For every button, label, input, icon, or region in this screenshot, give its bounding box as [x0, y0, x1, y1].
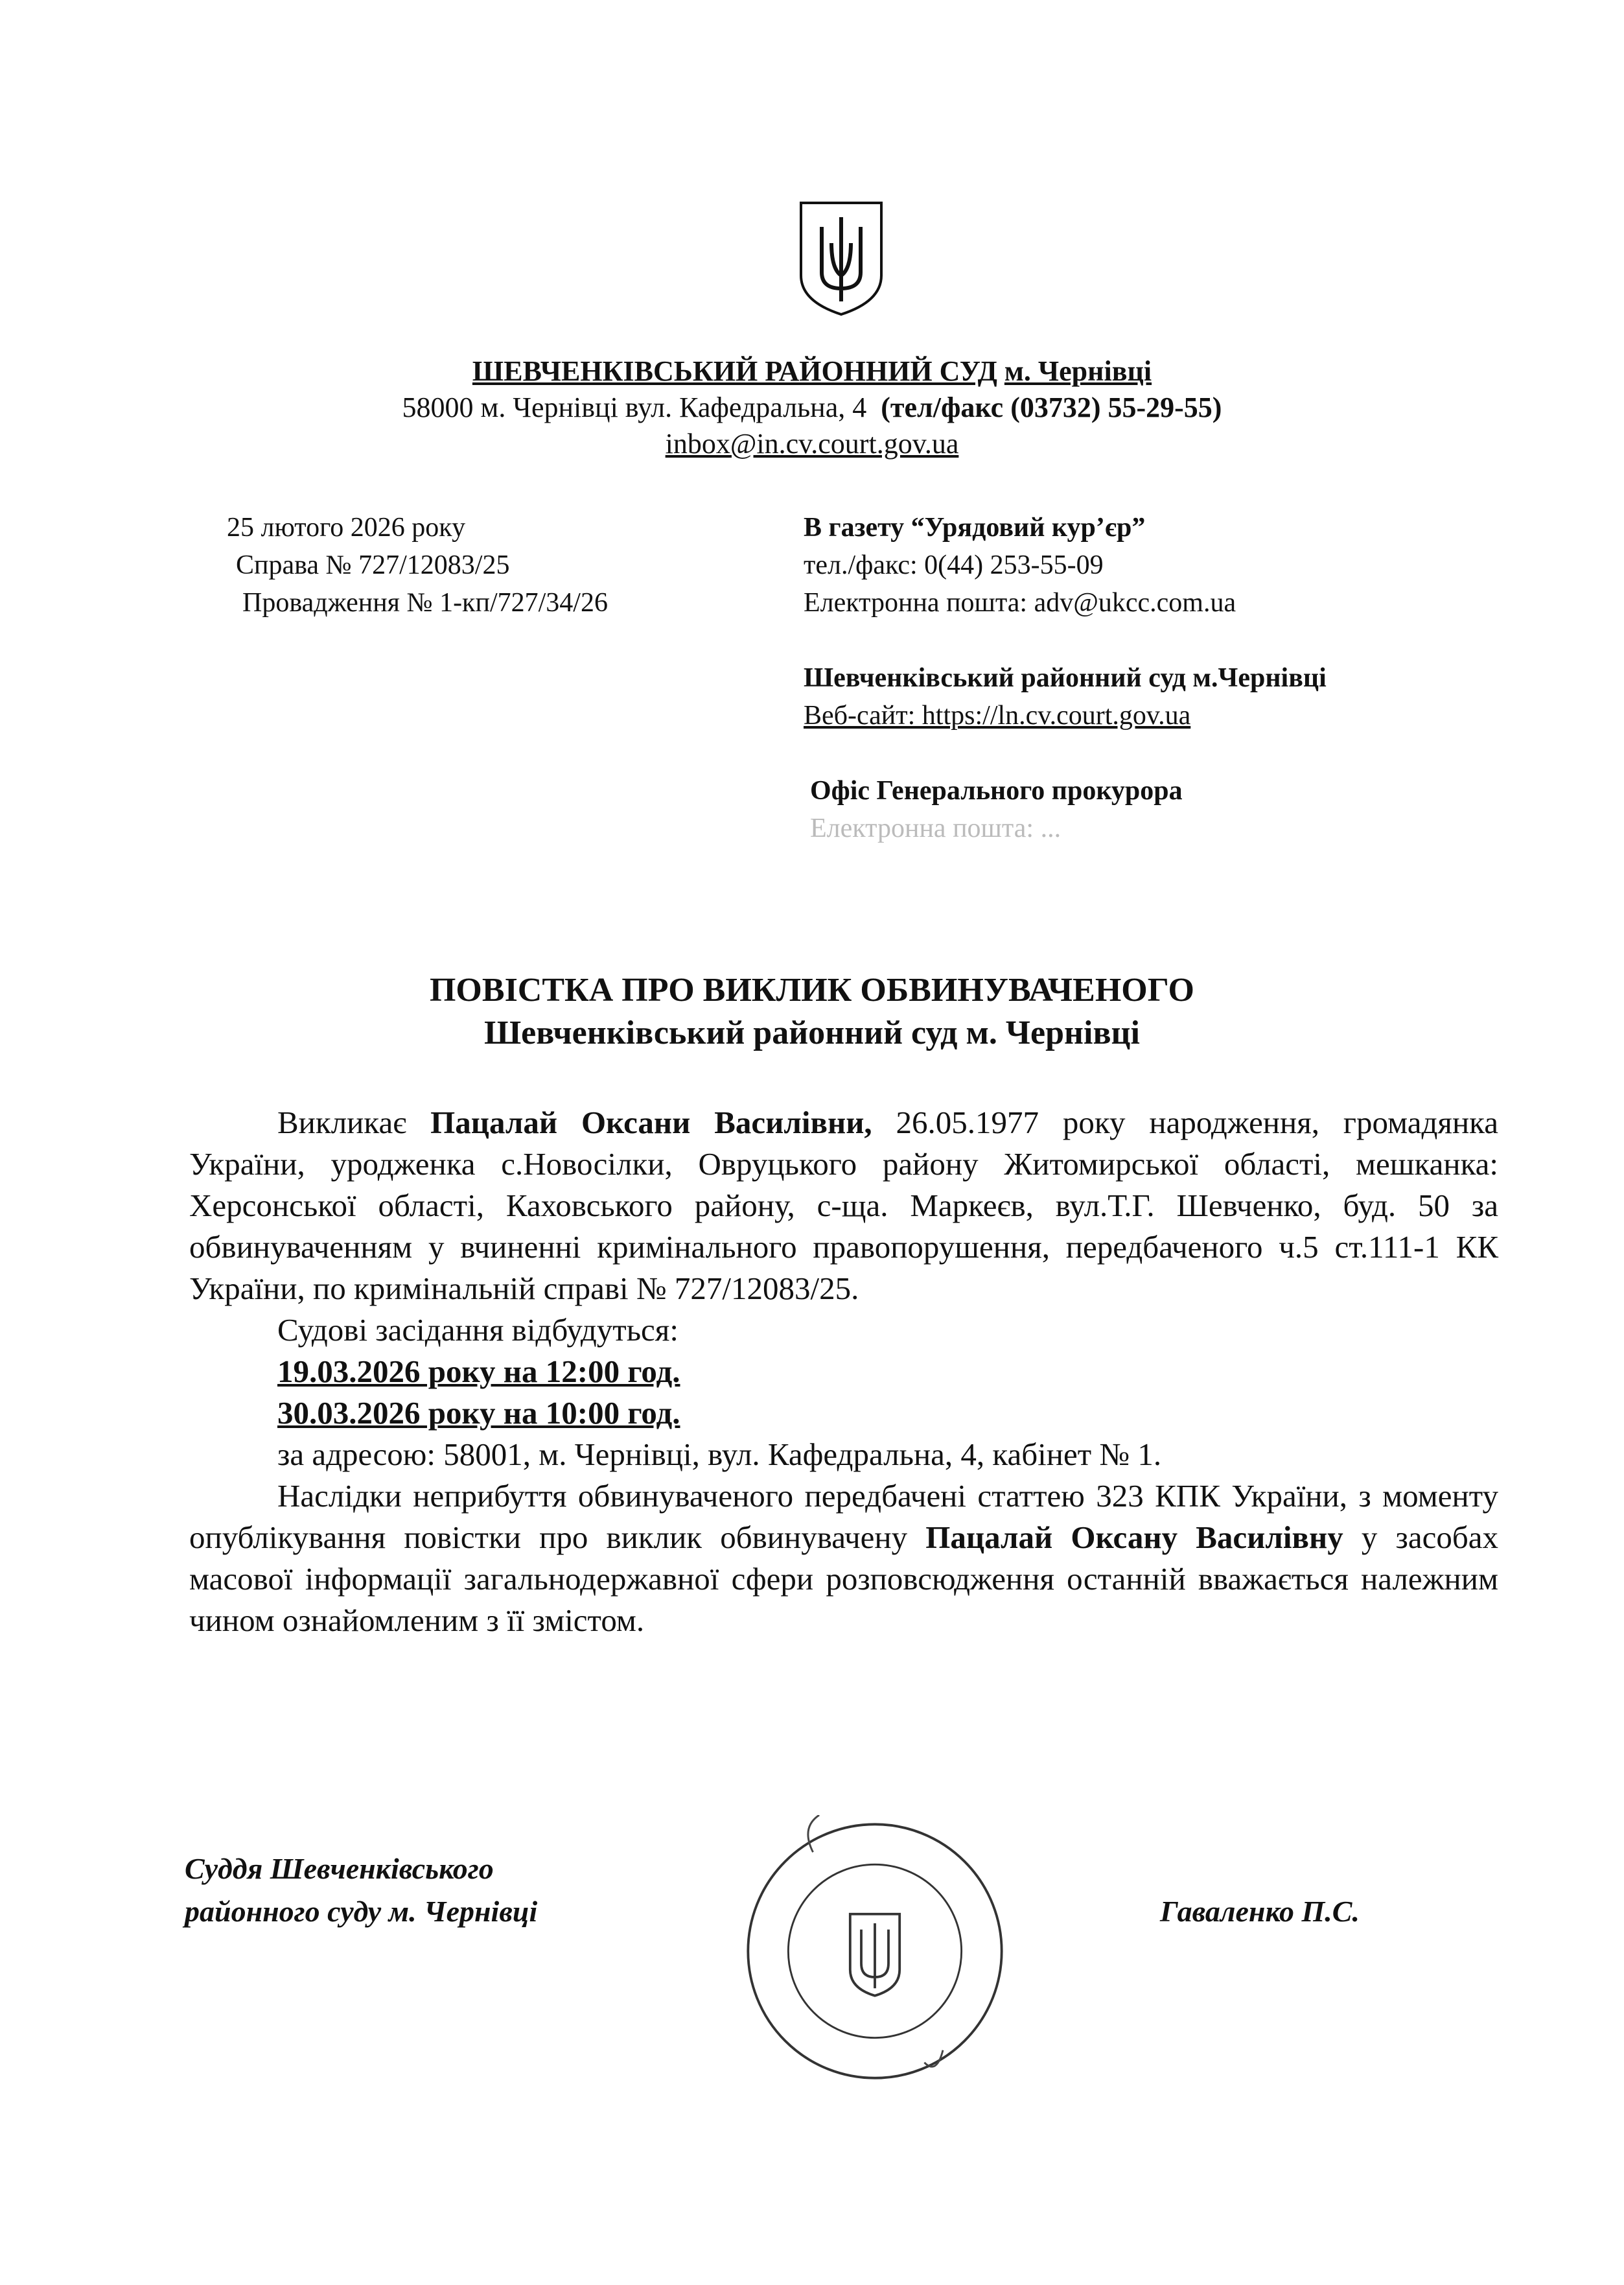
hearing-date-2: 30.03.2026 року на 10:00 год. [277, 1395, 680, 1431]
hearing-date-1: 19.03.2026 року на 12:00 год. [277, 1353, 680, 1389]
court-email[interactable]: inbox@in.cv.court.gov.ua [665, 428, 959, 460]
proceeding-number: Провадження № 1-кп/727/34/26 [242, 588, 608, 618]
court-phone: (тел/факс (03732) 55-29-55) [881, 392, 1222, 423]
recipient-website[interactable]: Веб-сайт: https://ln.cv.court.gov.ua [804, 701, 1191, 731]
case-number: Справа № 727/12083/25 [236, 550, 510, 580]
court-name: ШЕВЧЕНКІВСЬКИЙ РАЙОННИЙ СУД [472, 355, 997, 387]
hearing-location: за адресою: 58001, м. Чернівці, вул. Кафедральна, 4, кабінет № 1. [277, 1436, 1162, 1472]
text: Викликає [277, 1105, 431, 1140]
recipient-phone: тел./факс: 0(44) 253-55-09 [804, 550, 1104, 580]
paragraph-consequences [189, 1475, 1498, 1641]
coat-of-arms-icon [796, 198, 887, 318]
title-main: ПОВІСТКА ПРО ВИКЛИК ОБВИНУВАЧЕНОГО [429, 972, 1194, 1009]
judge-title [185, 1847, 537, 1933]
hearings-intro: Судові засідання відбудуться: [277, 1312, 679, 1348]
judge-title-line: Суддя Шевченківського [185, 1852, 494, 1885]
court-header [0, 353, 1624, 462]
text: 26.05.1977 року народження, громадянка України, уродженка с.Новосілки, Овруцького району Житомирської області, мешканка: Херсонської області, Каховського району, с-ща. Маркеєв, вул.Т.Г. Шевченко, буд. 50 за обвинуваченням у вчиненні кримінального правопорушення, передбаченого ч.5 ст.111-1 КК України, по кримінальній справі № 727/12083/25. [189, 1105, 1498, 1306]
paragraph-accused [189, 1102, 1498, 1309]
case-meta [227, 509, 608, 622]
court-city: м. Чернівці [1004, 355, 1152, 387]
summons-body [189, 1102, 1498, 1641]
recipients [804, 509, 1327, 847]
court-seal-stamp [739, 1815, 1011, 2087]
text: Наслідки неприбуття обвинуваченого передбачені статтею 323 КПК України, з моменту опублікування повістки про виклик обвинувачену [189, 1478, 1498, 1555]
accused-name: Пацалай Оксану Василівну [925, 1519, 1343, 1555]
accused-name: Пацалай Оксани Василівни, [430, 1105, 872, 1140]
judge-name: Гаваленко П.С. [1160, 1895, 1360, 1928]
recipient-email: Електронна пошта: ... [810, 814, 1061, 843]
document-date: 25 лютого 2026 року [227, 513, 466, 543]
judge-title-line: районного суду м. Чернівці [185, 1895, 538, 1928]
text: у засобах масової інформації загальнодержавної сфери розповсюдження останній вважається належним чином ознайомленим з її змістом. [189, 1519, 1499, 1638]
recipient-name: Шевченківський районний суд м.Чернівці [804, 663, 1327, 693]
document-title [0, 969, 1624, 1055]
court-address: 58000 м. Чернівці вул. Кафедральна, 4 [402, 392, 867, 423]
recipient-email: Електронна пошта: adv@ukcc.com.ua [804, 588, 1236, 618]
recipient-name: Офіс Генерального прокурора [810, 776, 1183, 806]
recipient-name: В газету “Урядовий кур’єр” [804, 513, 1146, 543]
title-sub: Шевченківський районний суд м. Чернівці [484, 1014, 1140, 1051]
